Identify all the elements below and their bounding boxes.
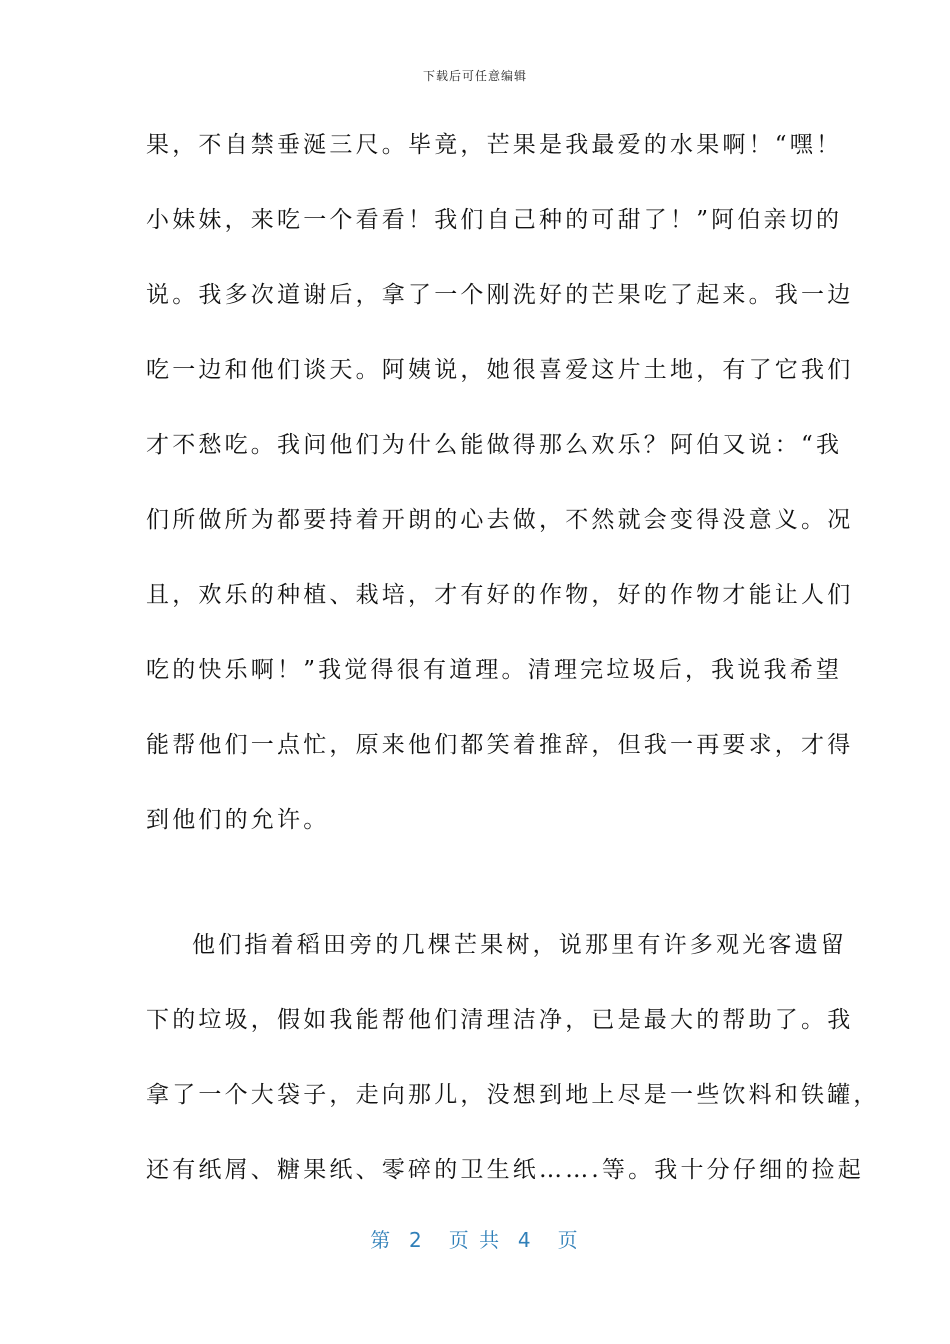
text-line: 拿了一个大袋子，走向那儿，没想到地上尽是一些饮料和铁罐， [146,1082,880,1108]
body-text [146,127,880,1227]
text-line: 且，欢乐的种植、栽培，才有好的作物，好的作物才能让人们 [146,582,854,608]
text-line: 下的垃圾，假如我能帮他们清理洁净，已是最大的帮助了。我 [146,1007,854,1033]
text-line: 吃的快乐啊！”我觉得很有道理。清理完垃圾后，我说我希望 [146,657,843,683]
text-line: 小妹妹，来吃一个看看！我们自己种的可甜了！”阿伯亲切的 [146,207,843,233]
text-line: 说。我多次道谢后，拿了一个刚洗好的芒果吃了起来。我一边 [146,282,854,308]
text-line: 吃一边和他们谈天。阿姨说，她很喜爱这片土地，有了它我们 [146,357,854,383]
text-line: 还有纸屑、糖果纸、零碎的卫生纸…….等。我十分仔细的捡起 [146,1157,864,1183]
text-line: 他们指着稻田旁的几棵芒果树，说那里有许多观光客遗留 [192,932,847,958]
text-line: 果，不自禁垂涎三尺。毕竟，芒果是我最爱的水果啊！“嘿！ [146,132,843,158]
text-line: 才不愁吃。我问他们为什么能做得那么欢乐？阿伯又说：“我 [146,432,843,458]
text-line: 能帮他们一点忙，原来他们都笑着推辞，但我一再要求，才得 [146,732,854,758]
page-header: 下载后可任意编辑 [422,69,527,83]
page-number-footer: 第 2 页 共 4 页 [370,1228,580,1252]
text-line: 们所做所为都要持着开朗的心去做，不然就会变得没意义。况 [146,507,854,533]
paragraph-gap [146,877,826,927]
text-line: 到他们的允许。 [146,807,330,833]
